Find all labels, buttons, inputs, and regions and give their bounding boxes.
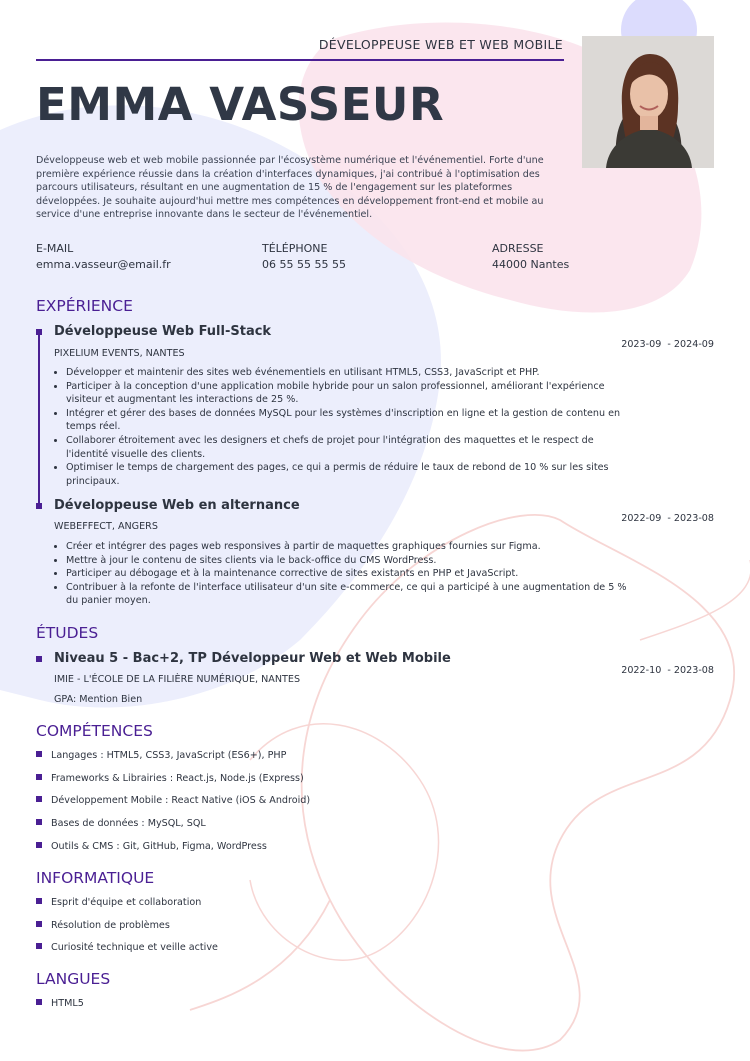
title-divider	[36, 59, 564, 61]
phone-label: TÉLÉPHONE	[262, 242, 328, 255]
profile-summary: Développeuse web et web mobile passionnée par l'écosystème numérique et l'événementiel. Forte d'une première expérience réussie dans la création d'interfaces dynamiques, j'ai contribué à l'optimisation des parcours utilisateurs, résultant en une augmentation de 15 % de l'engagement sur les plateformes développées. Je souhaite aujourd'hui mettre mes compétences en développement front-end et mobile au service d'une entreprise innovante dans le secteur de l'événementiel.	[36, 155, 544, 221]
task-item: • Participer au débogage et à la maintenance corrective de sites existants en PHP et JavaScript.	[66, 567, 634, 581]
bullet-square	[36, 943, 42, 949]
education-school: IMIE - L'ÉCOLE DE LA FILIÈRE NUMÉRIQUE, NANTES	[54, 674, 301, 685]
skill-item: Frameworks & Librairies : React.js, Node.js (Express)	[36, 773, 304, 784]
it-item: Esprit d'équipe et collaboration	[36, 897, 201, 908]
it-item: Résolution de problèmes	[36, 920, 170, 931]
experience-dates-1: 2023-09 - 2024-09	[621, 339, 714, 350]
section-title-education: ÉTUDES	[36, 624, 99, 642]
skill-item: Outils & CMS : Git, GitHub, Figma, WordPress	[36, 841, 267, 852]
experience-tasks-1	[54, 366, 634, 488]
education-dates: 2022-10 - 2023-08	[621, 665, 714, 676]
experience-company-2: WEBEFFECT, ANGERS	[54, 521, 158, 532]
phone-value[interactable]: 06 55 55 55 55	[262, 258, 346, 271]
task-item: • Contribuer à la refonte de l'interface utilisateur d'un site e-commerce, ce qui a participé à une augmentation de 5 % du panier moyen.	[66, 581, 634, 608]
bullet-square	[36, 751, 42, 757]
bullet-square	[36, 774, 42, 780]
address-value: 44000 Nantes	[492, 258, 570, 271]
education-degree: Niveau 5 - Bac+2, TP Développeur Web et Web Mobile	[54, 651, 451, 666]
contact-phone	[262, 241, 346, 273]
task-item: • Développer et maintenir des sites web événementiels en utilisant HTML5, CSS3, JavaScript et PHP.	[66, 366, 634, 380]
candidate-name: EMMA VASSEUR	[36, 78, 445, 131]
task-item: • Optimiser le temps de chargement des pages, ce qui a permis de réduire le taux de rebond de 10 % sur les sites principaux.	[66, 461, 634, 488]
task-item: • Mettre à jour le contenu de sites clients via le back-office du CMS WordPress.	[66, 554, 634, 568]
entry-marker	[36, 329, 42, 335]
bullet-square	[36, 796, 42, 802]
skill-item: Bases de données : MySQL, SQL	[36, 818, 206, 829]
email-value[interactable]: emma.vasseur@email.fr	[36, 258, 171, 271]
bullet-square	[36, 898, 42, 904]
contact-address	[492, 241, 569, 273]
section-title-languages: LANGUES	[36, 970, 111, 988]
portrait-image	[582, 36, 714, 168]
entry-marker	[36, 656, 42, 662]
section-title-experience: EXPÉRIENCE	[36, 297, 133, 315]
education-gpa: GPA: Mention Bien	[54, 694, 143, 705]
bullet-square	[36, 842, 42, 848]
bullet-square	[36, 819, 42, 825]
task-item: • Créer et intégrer des pages web responsives à partir de maquettes graphiques fournies sur Figma.	[66, 540, 634, 554]
task-item: • Intégrer et gérer des bases de données MySQL pour les systèmes d'inscription en ligne et la gestion de contenu en temps réel.	[66, 407, 634, 434]
it-item: Curiosité technique et veille active	[36, 942, 218, 953]
experience-dates-2: 2022-09 - 2023-08	[621, 513, 714, 524]
language-item: HTML5	[36, 998, 84, 1009]
section-title-it: INFORMATIQUE	[36, 869, 155, 887]
experience-role-2: Développeuse Web en alternance	[54, 498, 300, 513]
experience-role-1: Développeuse Web Full-Stack	[54, 324, 272, 339]
section-title-skills: COMPÉTENCES	[36, 722, 153, 740]
job-title: DÉVELOPPEUSE WEB ET WEB MOBILE	[318, 37, 563, 52]
bullet-square	[36, 921, 42, 927]
experience-tasks-2	[54, 540, 634, 608]
skill-item: Langages : HTML5, CSS3, JavaScript (ES6+), PHP	[36, 750, 286, 761]
profile-photo	[582, 36, 714, 168]
task-item: • Participer à la conception d'une application mobile hybride pour un salon professionnel, améliorant l'expérience visiteur et augmentant les interactions de 25 %.	[66, 380, 634, 407]
bullet-square	[36, 999, 42, 1005]
skill-item: Développement Mobile : React Native (iOS & Android)	[36, 795, 310, 806]
experience-timeline	[38, 332, 40, 504]
address-label: ADRESSE	[492, 242, 544, 255]
entry-marker	[36, 503, 42, 509]
contact-email	[36, 241, 171, 273]
experience-company-1: PIXELIUM EVENTS, NANTES	[54, 348, 185, 359]
task-item: • Collaborer étroitement avec les designers et chefs de projet pour l'intégration des maquettes et le respect de l'identité visuelle des clients.	[66, 434, 634, 461]
email-label: E-MAIL	[36, 242, 74, 255]
